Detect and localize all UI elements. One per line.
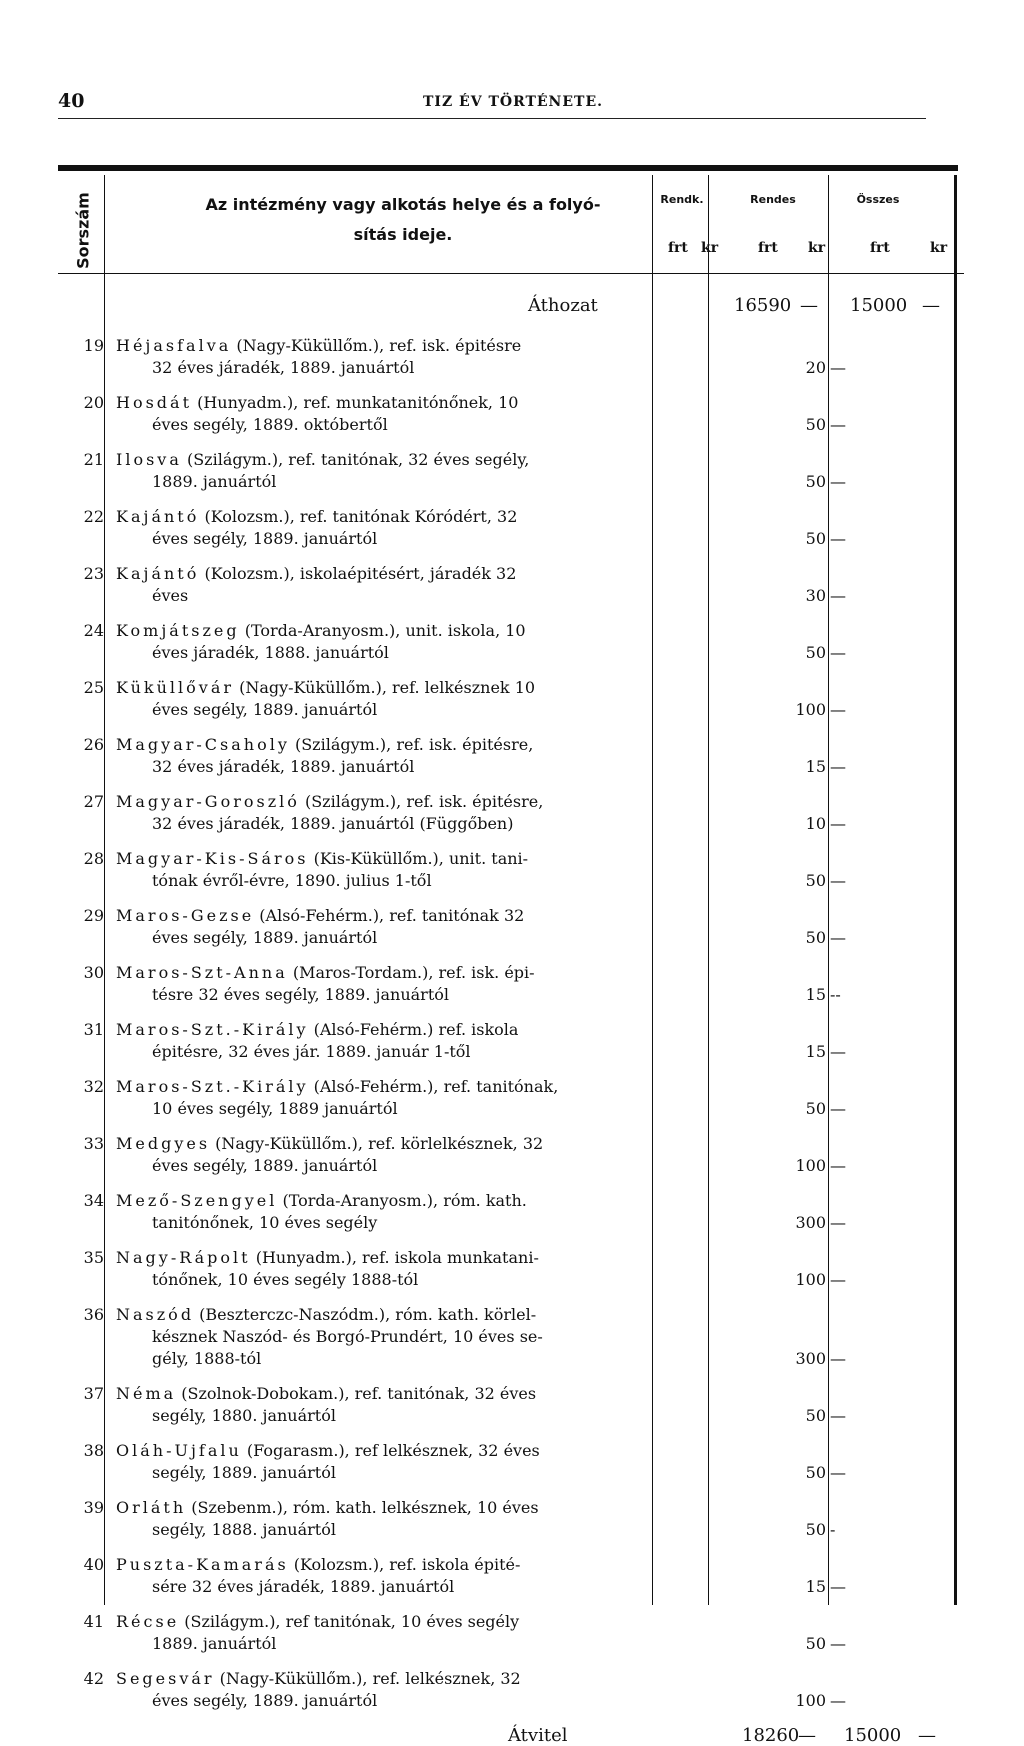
amount-rendes: 50: [805, 529, 826, 548]
amount-rendes: 30: [805, 586, 826, 605]
description-line1: (Szilágym.), ref. isk. épitésre,: [299, 792, 544, 811]
amount-dash: —: [830, 472, 846, 491]
description-line2: tónőnek, 10 éves segély 1888-tól: [152, 1270, 419, 1289]
column-header-title: [138, 190, 668, 250]
amount-dash: —: [830, 1042, 846, 1061]
column-header-sorszam-text: Sorszám: [73, 192, 93, 269]
amount-rendes: 50: [805, 1406, 826, 1425]
place-name: Küküllővár: [116, 678, 234, 697]
description-line2: éves segély, 1889. októbertől: [152, 415, 388, 434]
amount-dash: —: [830, 757, 846, 776]
description-line1: (Szilágym.), ref. isk. épitésre,: [289, 735, 534, 754]
page-header: [58, 90, 970, 114]
row-description: [116, 449, 696, 493]
place-name: Puszta-Kamarás: [116, 1555, 289, 1574]
amount-rendes: 15: [805, 1577, 826, 1596]
amount-rendes: 50: [805, 643, 826, 662]
amount-rendes: 20: [805, 358, 826, 377]
row-number: 37: [83, 1384, 104, 1403]
row-number: 34: [83, 1191, 104, 1210]
description-line1: (Beszterczc-Naszódm.), róm. kath. körlel-: [194, 1305, 537, 1324]
amount-dash: —: [830, 700, 846, 719]
description-line2: tésre 32 éves segély, 1889. januártól: [152, 985, 449, 1004]
row-number: 39: [83, 1498, 104, 1517]
unit-frt-rendk: frt: [668, 240, 688, 256]
carry-osszes-dash: —: [922, 295, 940, 316]
place-name: Kajántó: [116, 507, 200, 526]
description-line1: (Szilágym.), ref. tanitónak, 32 éves segély,: [181, 450, 530, 469]
row-number: 28: [83, 849, 104, 868]
foot-label: Átvitel: [508, 1725, 568, 1746]
amount-dash: —: [830, 529, 846, 548]
amount-dash: —: [830, 814, 846, 833]
description-line2: segély, 1888. januártól: [152, 1520, 336, 1539]
place-name: Héjasfalva: [116, 336, 232, 355]
amount-dash: —: [830, 1691, 846, 1710]
place-name: Mező-Szengyel: [116, 1191, 278, 1210]
amount-dash: —: [830, 1270, 846, 1289]
place-name: Komjátszeg: [116, 621, 240, 640]
row-description: [116, 1497, 696, 1541]
description-line2: sére 32 éves járadék, 1889. januártól: [152, 1577, 455, 1596]
description-line2: 10 éves segély, 1889 januártól: [152, 1099, 398, 1118]
row-number: 20: [83, 393, 104, 412]
row-number: 27: [83, 792, 104, 811]
place-name: Segesvár: [116, 1669, 215, 1688]
amount-rendes: 50: [805, 871, 826, 890]
row-description: [116, 1076, 696, 1120]
column-header-osszes: Összes: [856, 193, 900, 206]
unit-kr-osszes: kr: [930, 240, 948, 256]
place-name: Oláh-Ujfalu: [116, 1441, 242, 1460]
description-line2: 1889. januártól: [152, 472, 277, 491]
place-name: Medgyes: [116, 1134, 211, 1153]
row-description: [116, 1668, 696, 1712]
row-description: [116, 506, 696, 550]
amount-dash: —: [830, 1577, 846, 1596]
amount-dash: —: [830, 415, 846, 434]
description-line1: (Nagy-Küküllőm.), ref. isk. épitésre: [231, 336, 522, 355]
place-name: Magyar-Kis-Sáros: [116, 849, 309, 868]
row-number: 38: [83, 1441, 104, 1460]
description-line1: (Alsó-Fehérm.), ref. tanitónak,: [308, 1077, 559, 1096]
description-line2: 1889. januártól: [152, 1634, 277, 1653]
unit-frt-osszes: frt: [870, 240, 890, 256]
amount-rendes: 300: [795, 1349, 826, 1368]
amount-rendes: 50: [805, 1463, 826, 1482]
amount-dash: —: [830, 1099, 846, 1118]
foot-rendes: 18260: [742, 1725, 800, 1746]
amount-dash: —: [830, 1349, 846, 1368]
amount-dash: —: [830, 928, 846, 947]
row-number: 29: [83, 906, 104, 925]
amount-rendes: 100: [795, 1691, 826, 1710]
row-description: [116, 392, 696, 436]
place-name: Ilosva: [116, 450, 182, 469]
amount-dash: —: [830, 871, 846, 890]
row-number: 41: [83, 1612, 104, 1631]
foot-osszes-dash: —: [918, 1725, 936, 1746]
row-number: 22: [83, 507, 104, 526]
description-line2: tónak évről-évre, 1890. julius 1-től: [152, 871, 432, 890]
description-line1: (Kolozsm.), ref. iskola épité-: [288, 1555, 521, 1574]
column-header-title-line2: sítás ideje.: [353, 225, 453, 244]
row-description: [116, 962, 696, 1006]
amount-rendes: 300: [795, 1213, 826, 1232]
carry-rendes-dash: —: [800, 295, 818, 316]
place-name: Nagy-Rápolt: [116, 1248, 251, 1267]
description-line2: 32 éves járadék, 1889. januártól (Függőben): [152, 814, 514, 833]
description-line1: (Alsó-Fehérm.) ref. iskola: [308, 1020, 519, 1039]
description-line2: tanitónőnek, 10 éves segély: [152, 1213, 378, 1232]
amount-rendes: 10: [805, 814, 826, 833]
column-header-rendk: Rendk.: [660, 193, 704, 206]
description-line2: éves segély, 1889. januártól: [152, 1156, 378, 1175]
foot-rendes-dash: —: [798, 1725, 816, 1746]
page-number: 40: [58, 90, 85, 112]
amount-rendes: 50: [805, 472, 826, 491]
amount-dash: —: [830, 586, 846, 605]
row-description: [116, 734, 696, 778]
place-name: Magyar-Goroszló: [116, 792, 300, 811]
row-description: [116, 1019, 696, 1063]
description-line1: (Torda-Aranyosm.), róm. kath.: [277, 1191, 527, 1210]
place-name: Récse: [116, 1612, 180, 1631]
row-description: [116, 1383, 696, 1427]
description-line2: segély, 1889. januártól: [152, 1463, 336, 1482]
row-number: 26: [83, 735, 104, 754]
description-line2: éves segély, 1889. januártól: [152, 700, 378, 719]
amount-rendes: 50: [805, 928, 826, 947]
description-line1: (Maros-Tordam.), ref. isk. épi-: [287, 963, 535, 982]
row-description: [116, 848, 696, 892]
place-name: Orláth: [116, 1498, 187, 1517]
column-header-rendes: Rendes: [750, 193, 796, 206]
place-name: Naszód: [116, 1305, 195, 1324]
row-number: 31: [83, 1020, 104, 1039]
row-number: 35: [83, 1248, 104, 1267]
description-line1: (Kolozsm.), iskolaépitésért, járadék 32: [199, 564, 517, 583]
description-line2: késznek Naszód- és Borgó-Prundért, 10 éves se-: [152, 1327, 543, 1346]
amount-dash: —: [830, 358, 846, 377]
amount-rendes: 50: [805, 415, 826, 434]
description-line1: (Nagy-Küküllőm.), ref. lelkésznek, 32: [214, 1669, 521, 1688]
description-line2: segély, 1880. januártól: [152, 1406, 336, 1425]
amount-rendes: 50: [805, 1634, 826, 1653]
col-divider-rendk: [708, 175, 709, 1605]
unit-frt-rendes: frt: [758, 240, 778, 256]
description-line2: éves: [152, 586, 189, 605]
amount-rendes: 50: [805, 1099, 826, 1118]
row-number: 40: [83, 1555, 104, 1574]
description-line1: (Torda-Aranyosm.), unit. iskola, 10: [239, 621, 526, 640]
row-number: 25: [83, 678, 104, 697]
row-number: 36: [83, 1305, 104, 1324]
description-line1: (Szilágym.), ref tanitónak, 10 éves segély: [179, 1612, 520, 1631]
description-line1: (Hunyadm.), ref. iskola munkatani-: [250, 1248, 539, 1267]
description-line1: (Fogarasm.), ref lelkésznek, 32 éves: [241, 1441, 540, 1460]
carry-osszes: 15000: [850, 295, 908, 316]
row-number: 24: [83, 621, 104, 640]
row-description: [116, 677, 696, 721]
place-name: Kajántó: [116, 564, 200, 583]
unit-kr-rendes: kr: [808, 240, 826, 256]
row-description: [116, 1611, 696, 1655]
description-line2: éves segély, 1889. januártól: [152, 529, 378, 548]
place-name: Maros-Szt-Anna: [116, 963, 288, 982]
amount-rendes: 15: [805, 757, 826, 776]
col-divider-right: [954, 175, 957, 1605]
row-number: 23: [83, 564, 104, 583]
ledger-table: [58, 165, 964, 1746]
place-name: Maros-Szt.-Király: [116, 1020, 309, 1039]
row-description: [116, 1247, 696, 1291]
amount-rendes: 100: [795, 700, 826, 719]
description-line1: (Kis-Küküllőm.), unit. tani-: [308, 849, 529, 868]
row-description: [116, 620, 696, 664]
amount-rendes: 100: [795, 1156, 826, 1175]
amount-rendes: 50: [805, 1520, 826, 1539]
row-number: 32: [83, 1077, 104, 1096]
description-line2: éves járadék, 1888. januártól: [152, 643, 389, 662]
row-number: 19: [83, 336, 104, 355]
header-rule: [58, 118, 926, 119]
description-line1: (Kolozsm.), ref. tanitónak Kóródért, 32: [199, 507, 518, 526]
place-name: Maros-Gezse: [116, 906, 255, 925]
row-number: 33: [83, 1134, 104, 1153]
row-description: [116, 563, 696, 607]
description-line2: épitésre, 32 éves jár. 1889. január 1-től: [152, 1042, 471, 1061]
description-line1: (Szebenm.), róm. kath. lelkésznek, 10 éves: [186, 1498, 539, 1517]
amount-dash: —: [830, 1406, 846, 1425]
col-divider-rendes: [828, 175, 829, 1605]
place-name: Maros-Szt.-Király: [116, 1077, 309, 1096]
carry-rendes: 16590: [734, 295, 792, 316]
amount-dash: -: [830, 1520, 836, 1539]
description-line1: (Nagy-Küküllőm.), ref. lelkésznek 10: [234, 678, 536, 697]
row-description: [116, 335, 696, 379]
row-description: [116, 1304, 696, 1370]
running-title: TIZ ÉV TÖRTÉNETE.: [423, 94, 603, 110]
amount-dash: —: [830, 1634, 846, 1653]
description-line2: éves segély, 1889. januártól: [152, 928, 378, 947]
amount-rendes: 100: [795, 1270, 826, 1289]
carry-label: Áthozat: [528, 295, 598, 316]
amount-dash: —: [830, 643, 846, 662]
description-line1: (Nagy-Küküllőm.), ref. körlelkésznek, 32: [210, 1134, 544, 1153]
description-line1: (Szolnok-Dobokam.), ref. tanitónak, 32 éves: [176, 1384, 537, 1403]
row-description: [116, 791, 696, 835]
description-line2: 32 éves járadék, 1889. januártól: [152, 757, 415, 776]
amount-rendes: 15: [805, 1042, 826, 1061]
row-description: [116, 905, 696, 949]
amount-dash: —: [830, 1463, 846, 1482]
description-line2: éves segély, 1889. januártól: [152, 1691, 378, 1710]
description-line1: (Alsó-Fehérm.), ref. tanitónak 32: [254, 906, 525, 925]
description-line1: (Hunyadm.), ref. munkatanitónőnek, 10: [192, 393, 519, 412]
row-description: [116, 1190, 696, 1234]
column-header-title-line1: Az intézmény vagy alkotás helye és a folyó-: [205, 195, 601, 214]
foot-osszes: 15000: [844, 1725, 902, 1746]
amount-dash: --: [830, 985, 841, 1004]
row-description: [116, 1554, 696, 1598]
row-description: [116, 1133, 696, 1177]
row-description: [116, 1440, 696, 1484]
row-number: 42: [83, 1669, 104, 1688]
row-number: 21: [83, 450, 104, 469]
amount-dash: —: [830, 1213, 846, 1232]
description-line2: 32 éves járadék, 1889. januártól: [152, 358, 415, 377]
place-name: Hosdát: [116, 393, 193, 412]
row-number: 30: [83, 963, 104, 982]
unit-kr-rendk: kr: [701, 240, 719, 256]
place-name: Néma: [116, 1384, 177, 1403]
amount-rendes: 15: [805, 985, 826, 1004]
col-divider-sorszam: [104, 175, 105, 1605]
table-top-rule: [58, 165, 958, 171]
place-name: Magyar-Csaholy: [116, 735, 290, 754]
column-header-sorszam: [68, 187, 94, 277]
amount-dash: —: [830, 1156, 846, 1175]
description-line3: gély, 1888-tól: [152, 1349, 262, 1368]
